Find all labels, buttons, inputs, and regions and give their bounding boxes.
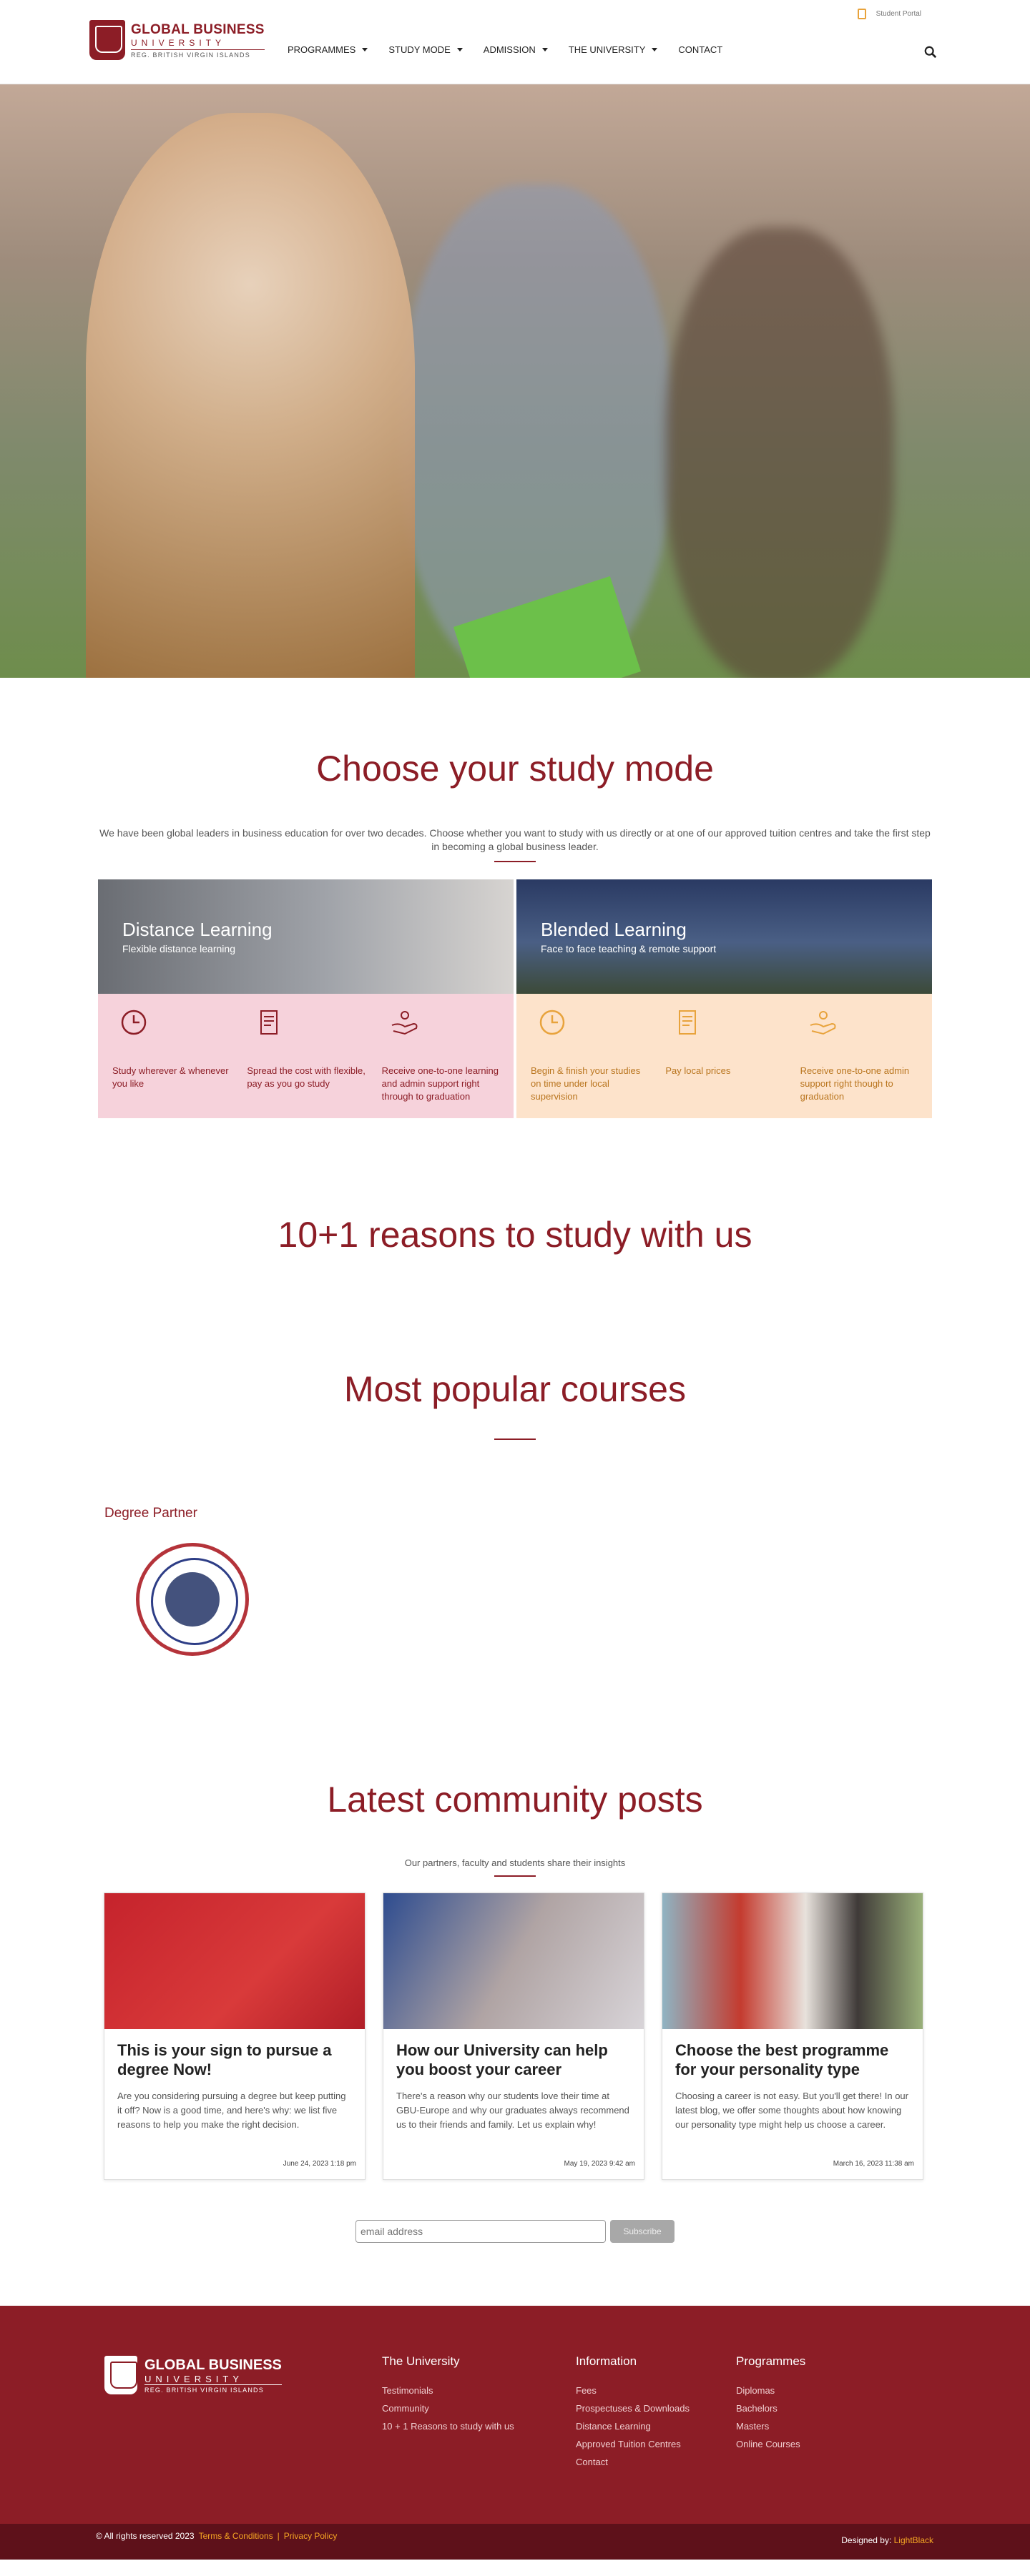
footer-link[interactable]: Approved Tuition Centres: [576, 2439, 681, 2449]
mode-card-header: [98, 879, 514, 994]
footer-column-information: [576, 2354, 690, 2471]
newsletter-form: [0, 2220, 1030, 2243]
study-mode-title: Choose your study mode: [316, 749, 714, 789]
nav-study-mode[interactable]: [388, 44, 462, 55]
caret-down-icon: [362, 48, 368, 51]
nav-the-university[interactable]: [569, 44, 658, 55]
post-excerpt: Are you considering pursuing a degree but keep putting it off? Now is a good time, and here's why: we list five reasons to help you make the right decision.: [117, 2091, 346, 2130]
post-list: [104, 1892, 926, 2180]
footer-link[interactable]: Diplomas: [736, 2385, 775, 2396]
bookmark-icon: [858, 9, 866, 19]
mode-feature: [658, 1008, 793, 1118]
nav-programmes[interactable]: [288, 44, 368, 55]
divider: [494, 1438, 536, 1440]
footer-column-university: [382, 2354, 514, 2435]
mode-feature: [524, 1008, 658, 1118]
main-navbar: [0, 21, 1030, 84]
footer-column-title: Information: [576, 2354, 637, 2368]
divider: [494, 861, 536, 862]
nav-label: THE UNIVERSITY: [568, 44, 646, 55]
feature-text: Begin & finish your studies on time under local supervision: [531, 1065, 641, 1102]
mode-card-header: [516, 879, 932, 994]
crest-icon: [104, 2356, 137, 2394]
community-section: [0, 1656, 1030, 2243]
post-image[interactable]: [104, 1893, 365, 2029]
terms-link[interactable]: Terms & Conditions: [198, 2531, 273, 2541]
footer-link[interactable]: Contact: [576, 2457, 608, 2467]
post-card[interactable]: [662, 1892, 923, 2180]
post-excerpt: There's a reason why our students love their time at GBU-Europe and why our graduates always recommend us to their friends and family. Let us explain why!: [396, 2091, 629, 2130]
copyright-text: © All rights reserved 2023: [96, 2531, 195, 2541]
logo-line-1: GLOBAL BUSINESS: [144, 2357, 282, 2373]
nav-admission[interactable]: [484, 44, 548, 55]
degree-partner: [104, 1506, 1030, 1656]
mode-feature: [105, 1008, 240, 1118]
study-mode-cards: [98, 879, 932, 1118]
search-icon[interactable]: [924, 46, 937, 59]
mode-feature: [375, 1008, 509, 1118]
separator: |: [277, 2531, 280, 2541]
degree-partner-label: Degree Partner: [104, 1506, 197, 1521]
post-date: June 24, 2023 1:18 pm: [283, 2160, 356, 2168]
caret-down-icon: [542, 48, 548, 51]
student-portal-label: Student Portal: [876, 10, 921, 18]
reasons-section: [0, 1118, 1030, 1255]
footer-logo[interactable]: [104, 2356, 282, 2394]
post-card[interactable]: [104, 1892, 366, 2180]
footer-column-title: Programmes: [736, 2354, 806, 2368]
email-input[interactable]: [355, 2220, 606, 2243]
community-lead: Our partners, faculty and students share their insights: [404, 1857, 626, 1868]
community-title: Latest community posts: [327, 1780, 703, 1820]
mode-subtitle: Face to face teaching & remote support: [541, 943, 717, 954]
feature-text: Receive one-to-one learning and admin support right through to graduation: [381, 1065, 499, 1102]
feature-text: Pay local prices: [665, 1065, 731, 1076]
site-logo[interactable]: [89, 20, 265, 60]
main-menu: [288, 44, 722, 55]
mode-features: [516, 994, 932, 1118]
nav-label: PROGRAMMES: [288, 44, 356, 55]
post-title[interactable]: How our University can help you boost your career: [396, 2041, 608, 2078]
post-title[interactable]: Choose the best programme for your personality type: [675, 2041, 889, 2078]
post-title[interactable]: This is your sign to pursue a degree Now!: [117, 2041, 332, 2078]
privacy-link[interactable]: Privacy Policy: [283, 2531, 338, 2541]
footer-link[interactable]: Masters: [736, 2421, 770, 2432]
support-hand-icon: [389, 1008, 421, 1040]
post-date: May 19, 2023 9:42 am: [564, 2160, 635, 2168]
nav-label: STUDY MODE: [388, 44, 451, 55]
support-hand-icon: [808, 1008, 839, 1040]
post-image[interactable]: [662, 1893, 923, 2029]
footer-link[interactable]: Fees: [576, 2385, 597, 2396]
post-card[interactable]: [383, 1892, 644, 2180]
footer-link[interactable]: Online Courses: [736, 2439, 800, 2449]
caret-down-icon: [652, 48, 657, 51]
courses-section: [0, 1255, 1030, 1656]
site-footer: [0, 2306, 1030, 2560]
logo-line-3: REG. BRITISH VIRGIN ISLANDS: [131, 51, 250, 59]
partner-university-seal[interactable]: [136, 1543, 249, 1656]
subscribe-button[interactable]: Subscribe: [610, 2220, 675, 2243]
caret-down-icon: [457, 48, 463, 51]
logo-line-1: GLOBAL BUSINESS: [131, 21, 265, 37]
nav-contact[interactable]: [678, 44, 722, 55]
study-mode-lead: We have been global leaders in business education for over two decades. Choose whether you want to study with us directly or at one of our approved tuition centres and take the first step in becoming a global business leader.: [99, 827, 931, 852]
student-portal-link[interactable]: [858, 9, 921, 19]
feature-text: Receive one-to-one admin support right though to graduation: [800, 1065, 910, 1102]
reasons-title: 10+1 reasons to study with us: [278, 1215, 752, 1255]
logo-line-2: UNIVERSITY: [131, 38, 265, 50]
post-date: March 16, 2023 11:38 am: [833, 2160, 914, 2168]
footer-link[interactable]: Bachelors: [736, 2403, 778, 2414]
mode-feature: [240, 1008, 374, 1118]
nav-label: CONTACT: [678, 44, 723, 55]
invoice-icon: [672, 1008, 704, 1040]
footer-link[interactable]: 10 + 1 Reasons to study with us: [382, 2421, 514, 2432]
clock-icon: [119, 1008, 151, 1040]
logo-line-3: REG. BRITISH VIRGIN ISLANDS: [144, 2386, 264, 2394]
footer-link[interactable]: Distance Learning: [576, 2421, 651, 2432]
designer-link[interactable]: LightBlack: [893, 2535, 933, 2545]
site-header: [0, 0, 1030, 84]
mode-title: Distance Learning: [122, 919, 273, 940]
invoice-icon: [254, 1008, 285, 1040]
footer-link[interactable]: Community: [382, 2403, 429, 2414]
distance-learning-card[interactable]: [98, 879, 514, 1118]
hero-blur-shape: [665, 227, 894, 678]
post-image[interactable]: [383, 1893, 644, 2029]
mode-title: Blended Learning: [541, 919, 687, 940]
nav-label: ADMISSION: [483, 44, 536, 55]
footer-bottom-bar: [0, 2524, 1030, 2560]
designed-by-label: Designed by:: [841, 2535, 892, 2545]
clock-icon: [538, 1008, 569, 1040]
footer-main: [0, 2306, 1030, 2524]
footer-column-programmes: [736, 2354, 805, 2453]
hero-image: [0, 84, 1030, 678]
mode-features: [98, 994, 514, 1118]
logo-line-2: UNIVERSITY: [144, 2374, 282, 2385]
mode-subtitle: Flexible distance learning: [122, 943, 235, 954]
blended-learning-card[interactable]: [516, 879, 932, 1118]
footer-link[interactable]: Testimonials: [382, 2385, 433, 2396]
courses-title: Most popular courses: [343, 1369, 686, 1409]
hero-student-figure: [86, 113, 415, 678]
designer-credit: [841, 2535, 933, 2545]
crest-icon: [89, 20, 125, 60]
footer-column-title: The University: [382, 2354, 460, 2368]
mode-feature: [793, 1008, 928, 1118]
feature-text: Study wherever & whenever you like: [112, 1065, 229, 1089]
post-excerpt: Choosing a career is not easy. But you'll get there! In our latest blog, we offer some thoughts about how knowing our personality type might help us choose a career.: [675, 2091, 908, 2130]
feature-text: Spread the cost with flexible, pay as you go study: [247, 1065, 366, 1089]
legal-links: [96, 2531, 337, 2541]
footer-link[interactable]: Prospectuses & Downloads: [576, 2403, 690, 2414]
study-mode-section: [0, 678, 1030, 1118]
divider: [494, 1875, 536, 1877]
